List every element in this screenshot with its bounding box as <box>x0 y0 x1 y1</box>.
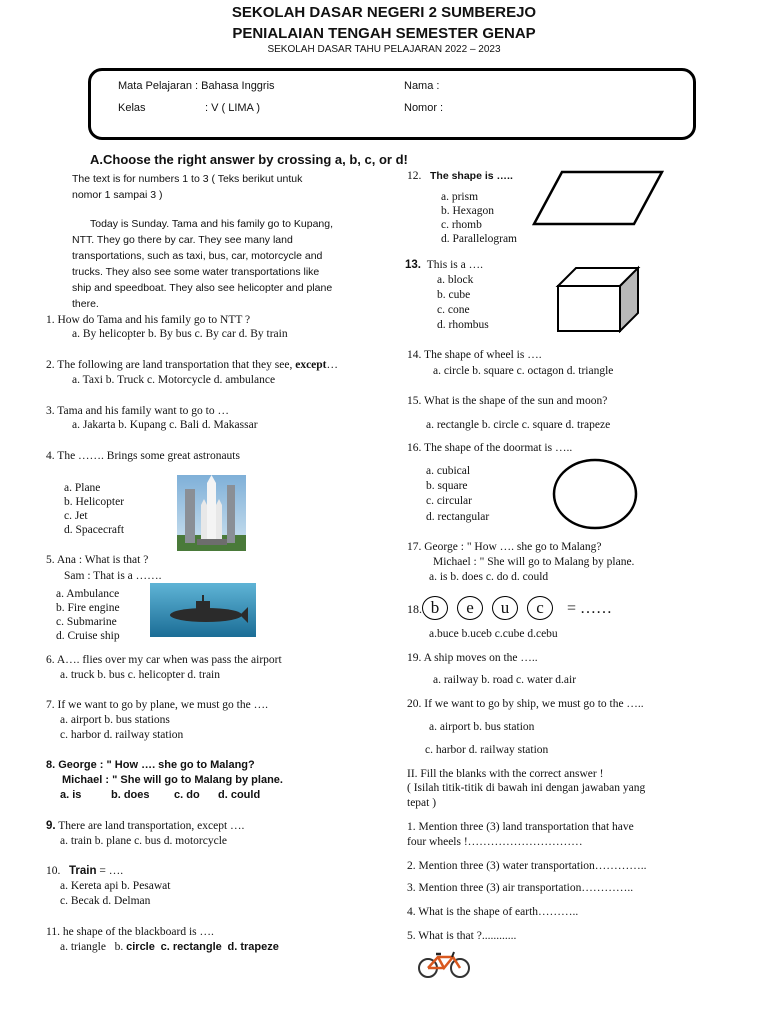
circle-shape <box>551 458 639 530</box>
passage-line: Today is Sunday. Tama and his family go to Kupang, <box>90 218 334 230</box>
question-6-options: a. truck b. bus c. helicopter d. train <box>60 669 220 681</box>
question-11-option-b: circle <box>126 941 155 953</box>
question-18-suffix: = …… <box>567 600 613 617</box>
question-12-option: c. rhomb <box>441 219 482 231</box>
question-4-option: c. Jet <box>64 510 88 522</box>
question-2 <box>46 358 338 372</box>
question-13-text: This is a …. <box>426 259 483 271</box>
question-19-options: a. railway b. road c. water d.air <box>433 674 577 686</box>
question-1: 1. How do Tama and his family go to NTT ? <box>46 314 251 326</box>
question-5-option: c. Submarine <box>56 616 117 628</box>
question-9-text: There are land transportation, except …. <box>55 820 245 832</box>
letter-circle: e <box>457 596 483 620</box>
question-20-options-1: a. airport b. bus station <box>429 721 535 733</box>
question-10-options-2: c. Becak d. Delman <box>60 895 151 907</box>
question-14: 14. The shape of wheel is …. <box>407 349 542 361</box>
question-2-options: a. Taxi b. Truck c. Motorcycle d. ambulance <box>72 374 276 386</box>
question-2-except: except <box>295 359 327 371</box>
section-b-subtitle-2: tepat ) <box>407 797 437 809</box>
question-2-text: 2. The following are land transportation that they see, <box>46 359 296 371</box>
question-4-option: d. Spacecraft <box>64 524 125 536</box>
question-13 <box>405 258 483 272</box>
section-b-item: 3. Mention three (3) air transportation………….. <box>407 882 634 894</box>
question-12-option: b. Hexagon <box>441 205 495 217</box>
school-name: SEKOLAH DASAR NEGERI 2 SUMBEREJO <box>231 4 537 21</box>
passage-line: trucks. They also see some water transportations like <box>72 266 320 278</box>
question-8-option-d: d. could <box>218 789 261 801</box>
section-b-subtitle-1: ( Isilah titik-titik di bawah ini dengan jawaban yang <box>407 782 646 794</box>
question-9-options: a. train b. plane c. bus d. motorcycle <box>60 835 228 847</box>
question-18-options: a.buce b.uceb c.cube d.cebu <box>429 628 558 640</box>
question-8: 8. George : " How …. she go to Malang? <box>46 759 255 771</box>
question-12 <box>407 169 513 183</box>
student-info-box <box>88 68 696 140</box>
question-4: 4. The ……. Brings some great astronauts <box>46 450 240 462</box>
section-b-item: 4. What is the shape of earth……….. <box>407 906 579 918</box>
bicycle-image <box>417 951 471 979</box>
question-17-options: a. is b. does c. do d. could <box>429 571 549 583</box>
question-12-number: 12. <box>407 170 422 182</box>
question-13-option: b. cube <box>437 289 471 301</box>
section-b-item: 2. Mention three (3) water transportation………….. <box>407 860 647 872</box>
section-a-title: A.Choose the right answer by crossing a, b, c, or d! <box>90 152 408 167</box>
passage-intro-2: nomor 1 sampai 3 ) <box>72 189 163 201</box>
question-6: 6. A…. flies over my car when was pass the airport <box>46 654 282 666</box>
section-b-item: 5. What is that ?............ <box>407 930 517 942</box>
question-7: 7. If we want to go by plane, we must go the …. <box>46 699 268 711</box>
question-10-word: Train <box>69 865 97 877</box>
question-11: 11. he shape of the blackboard is …. <box>46 926 214 938</box>
question-7-options-2: c. harbor d. railway station <box>60 729 184 741</box>
question-13-option: d. rhombus <box>437 319 489 331</box>
subject-label: Mata Pelajaran : Bahasa Inggris <box>118 80 275 92</box>
rocket-image <box>177 475 246 551</box>
question-3-options: a. Jakarta b. Kupang c. Bali d. Makassar <box>72 419 258 431</box>
question-5-option: d. Cruise ship <box>56 630 120 642</box>
letter-circle: c <box>527 596 553 620</box>
question-20-options-2: c. harbor d. railway station <box>425 744 549 756</box>
section-b-item: four wheels !………………………… <box>407 836 583 848</box>
question-13-option: c. cone <box>437 304 470 316</box>
question-15-options: a. rectangle b. circle c. square d. trapeze <box>426 419 611 431</box>
question-16-option: c. circular <box>426 495 472 507</box>
question-11-option-c: c. rectangle <box>160 941 222 953</box>
passage-line: ship and speedboat. They also see helicopter and plane <box>72 282 333 294</box>
question-4-option: b. Helicopter <box>64 496 125 508</box>
question-12-option: d. Parallelogram <box>441 233 518 245</box>
question-1-options: a. By helicopter b. By bus c. By car d. By train <box>72 328 288 340</box>
question-19: 19. A ship moves on the ….. <box>407 652 538 664</box>
question-8-line-2: Michael : " She will go to Malang by plane. <box>62 774 283 786</box>
question-11-options <box>60 940 279 954</box>
parallelogram-shape <box>532 170 664 226</box>
question-16-option: b. square <box>426 480 468 492</box>
section-b-item: 1. Mention three (3) land transportation that have <box>407 821 634 833</box>
class-value: : V ( LIMA ) <box>205 102 261 114</box>
question-12-option: a. prism <box>441 191 479 203</box>
question-17: 17. George : " How …. she go to Malang? <box>407 541 602 553</box>
question-18 <box>407 596 612 620</box>
cube-shape <box>555 265 641 333</box>
question-8-option-b: b. does <box>111 789 150 801</box>
question-13-option: a. block <box>437 274 474 286</box>
letter-circle: u <box>492 596 518 620</box>
question-8-option-c: c. do <box>174 789 200 801</box>
passage-line: NTT. They go there by car. They see many land <box>72 234 293 246</box>
question-16: 16. The shape of the doormat is ….. <box>407 442 573 454</box>
question-5-option: b. Fire engine <box>56 602 120 614</box>
question-12-text: The shape is ….. <box>430 170 513 182</box>
question-7-options-1: a. airport b. bus stations <box>60 714 170 726</box>
question-10 <box>46 864 123 878</box>
passage-line: there. <box>72 298 99 310</box>
question-5-option: a. Ambulance <box>56 588 120 600</box>
passage-line: transportations, such as taxi, bus, car, motorcycle and <box>72 250 323 262</box>
question-2-suffix: … <box>326 359 339 371</box>
question-11-option-d: d. trapeze <box>227 941 279 953</box>
question-9 <box>46 819 244 833</box>
exam-title: PENIALAIAN TENGAH SEMESTER GENAP <box>232 25 536 42</box>
question-10-options-1: a. Kereta api b. Pesawat <box>60 880 171 892</box>
question-17-line-2: Michael : " She will go to Malang by plane. <box>433 556 635 568</box>
question-15: 15. What is the shape of the sun and moon? <box>407 395 608 407</box>
question-10-rest: = …. <box>96 865 124 877</box>
question-3: 3. Tama and his family want to go to … <box>46 405 229 417</box>
question-10-number: 10. <box>46 865 61 877</box>
name-label: Nama : <box>404 80 440 92</box>
question-18-number: 18. <box>407 602 422 616</box>
question-20: 20. If we want to go by ship, we must go to the ….. <box>407 698 644 710</box>
section-b-title: II. Fill the blanks with the correct answer ! <box>407 768 604 780</box>
question-11-option-b-letter: b. <box>114 941 124 953</box>
passage-intro-1: The text is for numbers 1 to 3 ( Teks berikut untuk <box>72 173 303 185</box>
class-label: Kelas <box>118 102 146 114</box>
question-13-number: 13. <box>405 259 421 271</box>
question-16-option: d. rectangular <box>426 511 490 523</box>
question-9-number: 9. <box>46 820 56 832</box>
question-16-option: a. cubical <box>426 465 471 477</box>
question-14-options: a. circle b. square c. octagon d. triangle <box>433 365 614 377</box>
question-4-option: a. Plane <box>64 482 101 494</box>
submarine-image <box>150 583 256 637</box>
question-8-option-a: a. is <box>60 789 82 801</box>
question-5-line-2: Sam : That is a ……. <box>64 570 162 582</box>
number-label: Nomor : <box>404 102 444 114</box>
question-11-option-a: a. triangle <box>60 941 106 953</box>
letter-circle: b <box>422 596 448 620</box>
school-year: SEKOLAH DASAR TAHU PELAJARAN 2022 – 2023 <box>267 44 501 55</box>
question-5: 5. Ana : What is that ? <box>46 554 149 566</box>
